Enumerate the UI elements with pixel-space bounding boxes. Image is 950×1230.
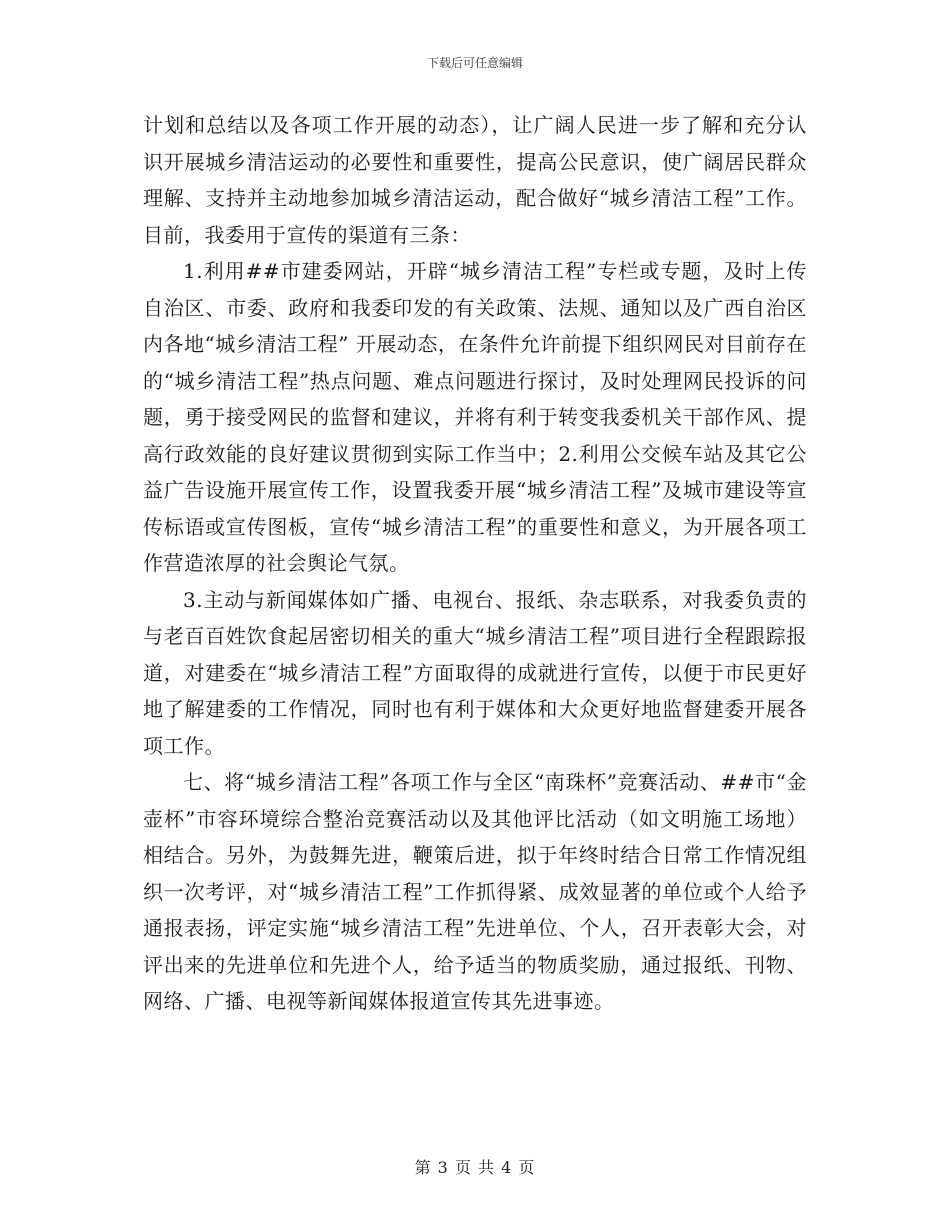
- paragraph-section-seven: 七、将“城乡清洁工程”各项工作与全区“南珠杯”竞赛活动、##市“金壶杯”市容环境综合整治竞赛活动以及其他评比活动（如文明施工场地）相结合。另外，为鼓舞先进，鞭策后进，拟于年终时结合日常工作情况组织一次考评，对“城乡清洁工程”工作抓得紧、成效显著的单位或个人给予通报表扬，评定实施“城乡清洁工程”先进单位、个人，召开表彰大会，对评出来的先进单位和先进个人，给予适当的物质奖励，通过报纸、刊物、网络、广播、电视等新闻媒体报道宣传其先进事迹。: [143, 770, 807, 1013]
- paragraph-channel-3: 3.主动与新闻媒体如广播、电视台、报纸、杂志联系，对我委负责的与老百百姓饮食起居密切相关的重大“城乡清洁工程”项目进行全程跟踪报道，对建委在“城乡清洁工程”方面取得的成就进行宣传，以便于市民更好地了解建委的工作情况，同时也有利于媒体和大众更好地监督建委开展各项工作。: [143, 587, 807, 758]
- document-body: [143, 107, 807, 1020]
- page-footer: 第 3 页 共 4 页: [414, 1158, 536, 1177]
- paragraph-continuation: 计划和总结以及各项工作开展的动态），让广阔人民进一步了解和充分认识开展城乡清洁运动的必要性和重要性，提高公民意识，使广阔居民群众理解、支持并主动地参加城乡清洁运动，配合做好“城乡清洁工程”工作。目前，我委用于宣传的渠道有三条：: [143, 113, 807, 247]
- paragraph-channels-1-2: 1.利用##市建委网站，开辟“城乡清洁工程”专栏或专题，及时上传自治区、市委、政府和我委印发的有关政策、法规、通知以及广西自治区内各地“城乡清洁工程” 开展动态，在条件允许前提下组织网民对目前存在的“城乡清洁工程”热点问题、难点问题进行探讨，及时处理网民投诉的问题，勇于接受网民的监督和建议，并将有利于转变我委机关干部作风、提高行政效能的良好建议贯彻到实际工作当中；2.利用公交候车站及其它公益广告设施开展宣传工作，设置我委开展“城乡清洁工程”及城市建设等宣传标语或宣传图板，宣传“城乡清洁工程”的重要性和意义，为开展各项工作营造浓厚的社会舆论气氛。: [143, 259, 807, 575]
- page-header: 下载后可任意编辑: [426, 56, 523, 70]
